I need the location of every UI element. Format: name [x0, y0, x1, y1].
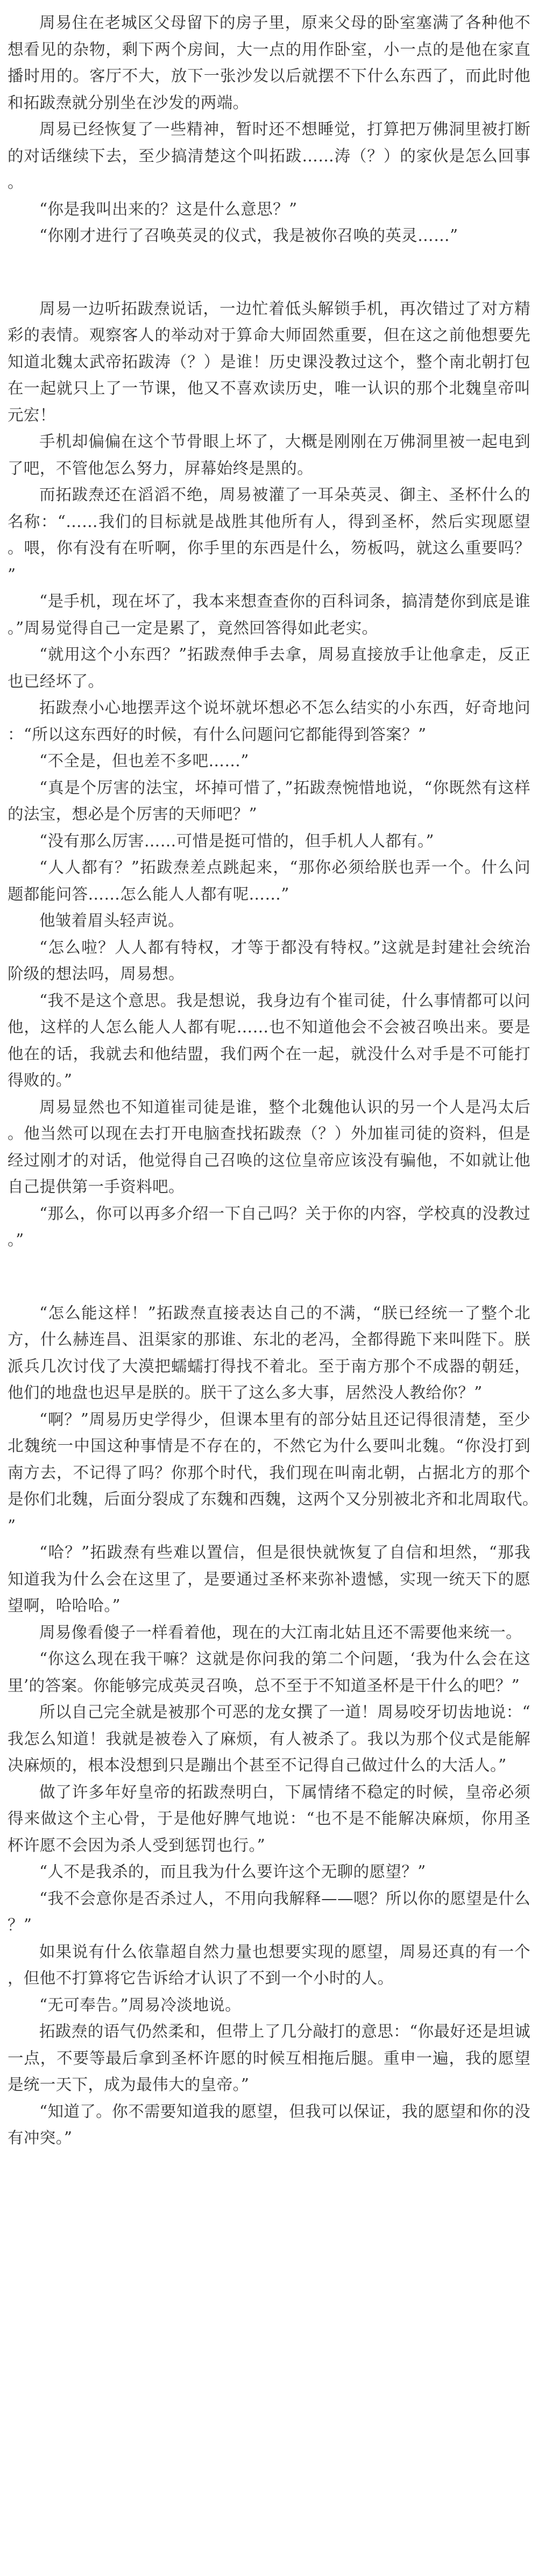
paragraph: “是手机，现在坏了，我本来想查查你的百科词条，搞清楚你到底是谁。”周易觉得自己一定是累了，竟然回答得如此老实。: [8, 592, 530, 637]
paragraph: “哈？”拓跋焘有些难以置信，但是很快就恢复了自信和坦然，“那我知道我为什么会在这里了，是要通过圣杯来弥补遗憾，实现一统天下的愿望啊，哈哈哈。”: [8, 1543, 530, 1615]
paragraph: 周易已经恢复了一些精神，暂时还不想睡觉，打算把万佛洞里被打断的对话继续下去，至少搞清楚这个叫拓跋……涛（？）的家伙是怎么回事。: [8, 120, 530, 191]
paragraph: “你这么现在我干嘛？这就是你问我的第二个问题，‘我为什么会在这里’的答案。你能够完成英灵召唤，总不至于不知道圣杯是干什么的吧？”: [8, 1650, 530, 1695]
paragraph: “不全是，但也差不多吧……”: [39, 752, 249, 770]
paragraph: 周易像看傻子一样看着他，现在的大江南北姑且还不需要他来统一。: [39, 1623, 522, 1642]
paragraph: “就用这个小东西？”拓跋焘伸手去拿，周易直接放手让他拿走，反正也已经坏了。: [8, 645, 530, 690]
paragraph: “怎么啦？人人都有特权，才等于都没有特权。”这就是封建社会统治阶级的想法吗，周易想。: [8, 938, 530, 983]
paragraph: “我不会意你是否杀过人，不用向我解释——嗯？所以你的愿望是什么？”: [8, 1889, 530, 1934]
article-section-3: [8, 1300, 530, 2152]
article-section-1: [8, 10, 530, 249]
paragraph: 周易一边听拓跋焘说话，一边忙着低头解锁手机，再次错过了对方精彩的表情。观察客人的举动对于算命大师固然重要，但在这之前他想要先知道北魏太武帝拓跋涛（？）是谁！历史课没教过这个，整个南北朝打包在一起就只上了一节课，他又不喜欢读历史，唯一认识的那个北魏皇帝叫元宏！: [8, 299, 530, 424]
paragraph: 周易显然也不知道崔司徒是谁，整个北魏他认识的另一个人是冯太后。他当然可以现在去打开电脑查找拓跋焘（？）外加崔司徒的资料，但是经过刚才的对话，他觉得自己召唤的这位皇帝应该没有骗他，不如就让他自己提供第一手资料吧。: [8, 1097, 530, 1196]
paragraph: 而拓跋焘还在滔滔不绝，周易被灌了一耳朵英灵、御主、圣杯什么的名称：“……我们的目标就是战胜其他所有人，得到圣杯，然后实现愿望。喂，你有没有在听啊，你手里的东西是什么，笏板吗，就这么重要吗？”: [8, 486, 530, 584]
paragraph: “知道了。你不需要知道我的愿望，但我可以保证，我的愿望和你的没有冲突。”: [8, 2102, 530, 2147]
paragraph: “我不是这个意思。我是想说，我身边有个崔司徒，什么事情都可以问他，这样的人怎么能人人都有呢……也不知道他会不会被召唤出来。要是他在的话，我就去和他结盟，我们两个在一起，就没什么对手是不可能打得败的。”: [8, 991, 530, 1089]
paragraph: 如果说有什么依靠超自然力量也想要实现的愿望，周易还真的有一个，但他不打算将它告诉给才认识了不到一个小时的人。: [8, 1942, 530, 1987]
paragraph: 拓跋焘的语气仍然柔和，但带上了几分敲打的意思：“你最好还是坦诚一点，不要等最后拿到圣杯许愿的时候互相拖后腿。重申一遍，我的愿望是统一天下，成为最伟大的皇帝。”: [8, 2022, 530, 2094]
article-section-2: [8, 296, 530, 1254]
paragraph: “怎么能这样！”拓跋焘直接表达自己的不满，“朕已经统一了整个北方，什么赫连昌、沮渠家的那谁、东北的老冯，全都得跪下来叫陛下。朕派兵几次讨伐了大漠把蠕蠕打得找不着北。至于南方那个不成器的朝廷，他们的地盘也迟早是朕的。朕干了这么多大事，居然没人教给你？”: [8, 1303, 530, 1402]
paragraph: “你刚才进行了召唤英灵的仪式，我是被你召唤的英灵……”: [39, 226, 458, 245]
paragraph: “人人都有？”拓跋焘差点跳起来，“那你必须给朕也弄一个。什么问题都能问答……怎么能人人都有呢……”: [8, 858, 530, 903]
paragraph: “真是个厉害的法宝，坏掉可惜了，”拓跋焘惋惜地说，“你既然有这样的法宝，想必是个厉害的天师吧？”: [8, 778, 530, 823]
paragraph: 拓跋焘小心地摆弄这个说坏就坏想必不怎么结实的小东西，好奇地问：“所以这东西好的时候，有什么问题问它都能得到答案？”: [8, 698, 530, 744]
paragraph: “啊？”周易历史学得少，但课本里有的部分姑且还记得很清楚，至少北魏统一中国这种事情是不存在的，不然它为什么要叫北魏。“你没打到南方去，不记得了吗？你那个时代，我们现在叫南北朝，占据北方的那个是你们北魏，后面分裂成了东魏和西魏，这两个又分别被北齐和北周取代。”: [8, 1410, 530, 1535]
paragraph: 他皱着眉头轻声说。: [39, 911, 185, 930]
paragraph: 所以自己完全就是被那个可恶的龙女撰了一道！周易咬牙切齿地说：“我怎么知道！我就是被卷入了麻烦，有人被杀了。我以为那个仪式是能解决麻烦的，根本没想到只是蹦出个甚至不记得自己做过什么的大活人。”: [8, 1703, 530, 1774]
paragraph: “没有那么厉害……可惜是挺可惜的，但手机人人都有。”: [39, 831, 434, 850]
paragraph: “人不是我杀的，而且我为什么要许这个无聊的愿望？”: [39, 1863, 426, 1881]
paragraph: “你是我叫出来的？这是什么意思？”: [39, 199, 298, 218]
paragraph: 周易住在老城区父母留下的房子里，原来父母的卧室塞满了各种他不想看见的杂物，剩下两个房间，大一点的用作卧室，小一点的是他在家直播时用的。客厅不大，放下一张沙发以后就摆不下什么东西了，而此时他和拓跋焘就分别坐在沙发的两端。: [8, 13, 530, 112]
paragraph: “无可奉告。”周易冷淡地说。: [39, 1995, 242, 2014]
paragraph: “那么，你可以再多介绍一下自己吗？关于你的内容，学校真的没教过。”: [8, 1204, 530, 1249]
paragraph: 做了许多年好皇帝的拓跋焘明白，下属情绪不稳定的时候，皇帝必须得来做这个主心骨，于是他好脾气地说：“也不是不能解决麻烦，你用圣杯许愿不会因为杀人受到惩罚也行。”: [8, 1782, 530, 1854]
paragraph: 手机却偏偏在这个节骨眼上坏了，大概是刚刚在万佛洞里被一起电到了吧，不管他怎么努力，屏幕始终是黑的。: [8, 432, 530, 477]
